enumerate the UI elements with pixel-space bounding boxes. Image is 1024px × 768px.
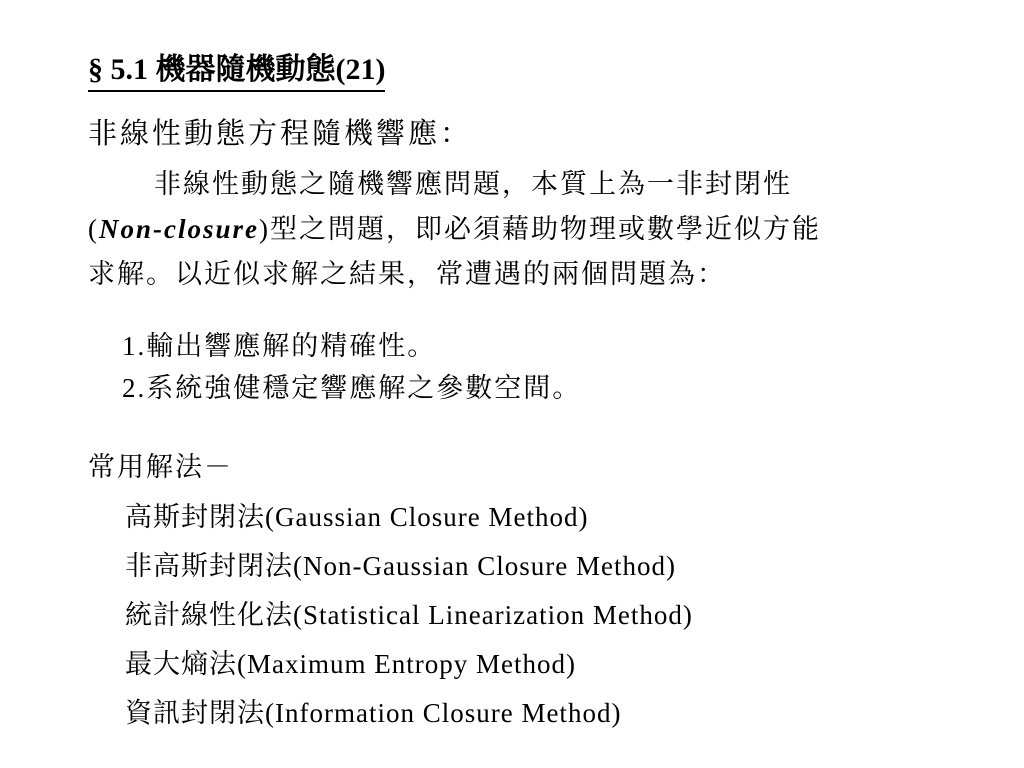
paragraph-line-2-rest: )型之問題，即必須藉助物理或數學近似方能	[259, 214, 822, 244]
problem-list	[122, 325, 581, 409]
term-non-closure: Non-closure	[99, 214, 260, 244]
paren-open: (	[88, 214, 99, 244]
intro-paragraph	[88, 162, 968, 297]
problem-item-2: 2.系統強健穩定響應解之參數空間。	[122, 373, 582, 403]
method-item-non-gaussian-closure: 非高斯封閉法(Non-Gaussian Closure Method)	[125, 551, 676, 581]
paragraph-line-3: 求解。以近似求解之結果，常遭遇的兩個問題為：	[88, 259, 726, 289]
method-item-gaussian-closure: 高斯封閉法(Gaussian Closure Method)	[125, 502, 589, 532]
section-heading: 非線性動態方程隨機響應：	[88, 118, 473, 150]
method-item-information-closure: 資訊封閉法(Information Closure Method)	[125, 698, 622, 728]
paragraph-line-2	[88, 207, 968, 252]
method-item-maximum-entropy: 最大熵法(Maximum Entropy Method)	[125, 649, 576, 679]
paragraph-line-1: 非線性動態之隨機響應問題，本質上為一非封閉性	[154, 169, 792, 199]
slide-title: § 5.1 機器隨機動態(21)	[88, 50, 385, 92]
problem-item-1: 1.輸出響應解的精確性。	[122, 331, 437, 361]
method-item-statistical-linearization: 統計線性化法(Statistical Linearization Method)	[125, 600, 693, 630]
common-methods-label: 常用解法－	[88, 452, 233, 482]
method-list	[125, 497, 693, 742]
